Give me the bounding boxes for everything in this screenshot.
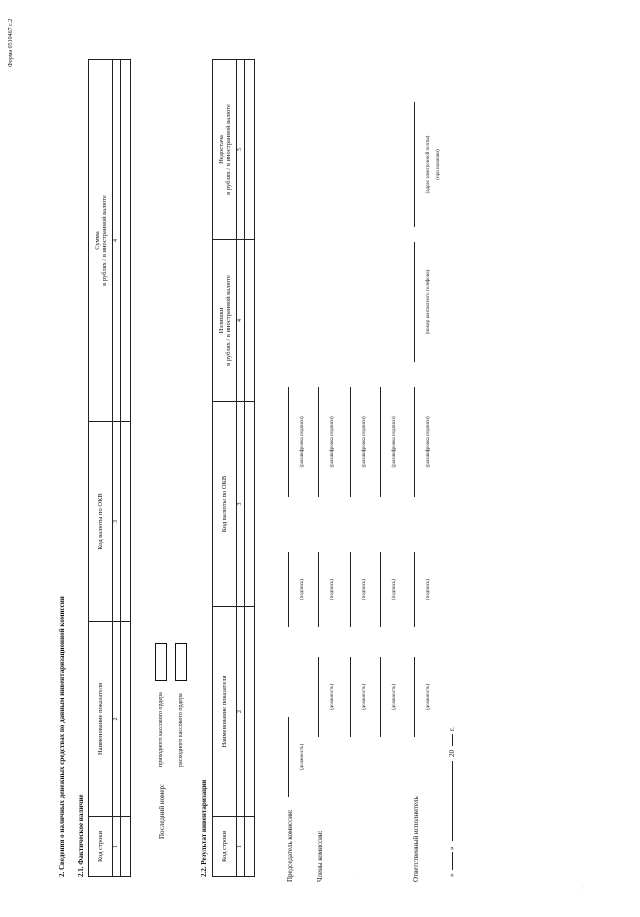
responsible-email-line[interactable] — [414, 102, 415, 227]
responsible-phone-caption: (номер контактного телефона) — [426, 269, 431, 335]
header-shortage-title: Недостача — [217, 135, 225, 164]
col-number: 4 — [237, 240, 245, 402]
col-number: 5 — [237, 60, 245, 240]
header-sum-title: Сумма — [93, 231, 101, 250]
section-title: 2. Сведения о наличных денежных средствах по данным инвентаризационной комиссии — [58, 596, 66, 877]
member2-signature-line[interactable] — [350, 552, 351, 627]
actual-cash-table — [88, 59, 131, 877]
scan-artifact: · · · — [580, 883, 586, 892]
table-cell[interactable] — [245, 60, 255, 240]
header-name: Наименование показателя — [89, 622, 113, 817]
col-number: 2 — [237, 607, 245, 817]
responsible-email-caption: (адрес электронной почты) — [426, 135, 431, 194]
date-close-quote: » — [448, 846, 456, 850]
last-number-label: Последний номер: — [158, 784, 166, 839]
member2-position-caption: (должность) — [362, 683, 367, 711]
col-number: 3 — [237, 402, 245, 607]
chairman-decoding-caption: (расшифровка подписи) — [300, 416, 305, 468]
table-cell[interactable] — [121, 60, 131, 422]
member1-signature-caption: (подпись) — [330, 579, 335, 600]
member3-signature-line[interactable] — [380, 552, 381, 627]
chairman-position-line[interactable] — [288, 717, 289, 797]
table-cell[interactable] — [245, 817, 255, 877]
responsible-decoding-line[interactable] — [414, 387, 415, 497]
inventory-result-table — [212, 59, 255, 877]
header-name: Наименование показателя — [213, 607, 237, 817]
header-surplus — [213, 240, 237, 402]
table-cell[interactable] — [121, 422, 131, 622]
chairman-position-caption: (должность) — [300, 743, 305, 771]
header-code: Код строки — [213, 817, 237, 877]
subsection-1-title: 2.1. Фактическое наличие — [77, 794, 85, 877]
member2-signature-caption: (подпись) — [362, 579, 367, 600]
date-year-prefix: 20 — [448, 750, 456, 757]
responsible-position-line[interactable] — [414, 657, 415, 737]
subsection-2-title: 2.2. Результат инвентаризации — [200, 779, 208, 877]
income-order-label: приходного кассового ордера — [158, 692, 164, 767]
member1-signature-line[interactable] — [318, 552, 319, 627]
chairman-signature-caption: (подпись) — [300, 579, 305, 600]
member2-position-line[interactable] — [350, 657, 351, 737]
member3-decoding-caption: (расшифровка подписи) — [392, 416, 397, 468]
responsible-label: Ответственный исполнитель — [412, 796, 420, 882]
member1-position-line[interactable] — [318, 657, 319, 737]
responsible-phone-line[interactable] — [414, 242, 415, 362]
table-cell[interactable] — [121, 817, 131, 877]
col-number: 3 — [113, 422, 121, 622]
date-day-line[interactable] — [452, 852, 453, 870]
member3-signature-caption: (подпись) — [392, 579, 397, 600]
member2-decoding-caption: (расшифровка подписи) — [362, 416, 367, 468]
chairman-label: Председатель комиссии: — [286, 809, 294, 882]
table-cell[interactable] — [245, 607, 255, 817]
responsible-signature-caption: (подпись) — [426, 579, 431, 600]
expense-order-label: расходного кассового ордера — [178, 693, 184, 767]
responsible-signature-line[interactable] — [414, 552, 415, 627]
responsible-email-note: (при наличии) — [436, 149, 441, 180]
chairman-decoding-line[interactable] — [288, 387, 289, 497]
member3-position-line[interactable] — [380, 657, 381, 737]
date-month-line[interactable] — [452, 761, 453, 841]
table-cell[interactable] — [121, 622, 131, 817]
scan-artifact: · — [355, 875, 361, 877]
member1-decoding-caption: (расшифровка подписи) — [330, 416, 335, 468]
member3-decoding-line[interactable] — [380, 387, 381, 497]
col-number: 1 — [237, 817, 245, 877]
member1-position-caption: (должность) — [330, 683, 335, 711]
date-year-line[interactable] — [452, 734, 453, 746]
col-number: 2 — [113, 622, 121, 817]
responsible-position-caption: (должность) — [426, 683, 431, 711]
header-currency: Код валюты по ОКВ — [213, 402, 237, 607]
income-order-box[interactable] — [155, 643, 167, 681]
header-sum-sub: в рублях / в иностранной валюте — [100, 195, 108, 286]
expense-order-box[interactable] — [175, 643, 187, 681]
header-shortage-sub: в рублях / в иностранной валюте — [224, 104, 232, 195]
member1-decoding-line[interactable] — [318, 387, 319, 497]
table-cell[interactable] — [245, 240, 255, 402]
table-cell[interactable] — [245, 402, 255, 607]
header-sum — [89, 60, 113, 422]
header-currency: Код валюты по ОКВ — [89, 422, 113, 622]
date-year-suffix: г. — [448, 727, 456, 731]
member2-decoding-line[interactable] — [350, 387, 351, 497]
chairman-signature-line[interactable] — [288, 552, 289, 627]
header-shortage — [213, 60, 237, 240]
header-surplus-sub: в рублях / в иностранной валюте — [224, 275, 232, 366]
col-number: 1 — [113, 817, 121, 877]
header-surplus-title: Излишки — [217, 307, 225, 334]
header-code: Код строки — [89, 817, 113, 877]
responsible-decoding-caption: (расшифровка подписи) — [426, 416, 431, 468]
form-label: Форма 0510467 с.2 — [8, 18, 14, 67]
member3-position-caption: (должность) — [392, 683, 397, 711]
col-number: 4 — [113, 60, 121, 422]
date-open-quote: « — [448, 873, 456, 877]
members-label: Члены комиссии: — [316, 830, 324, 882]
